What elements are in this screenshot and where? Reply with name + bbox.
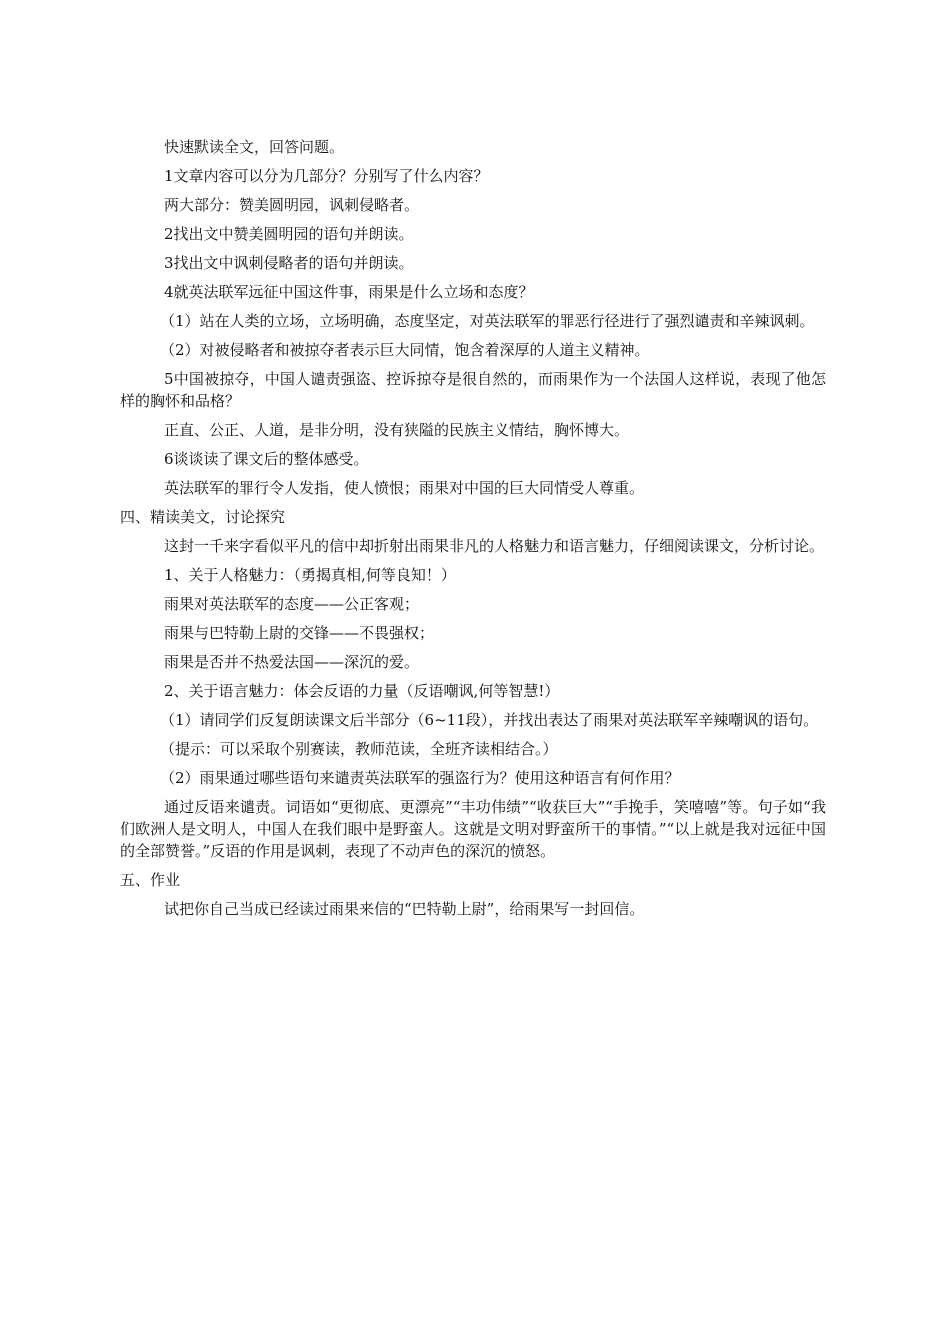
paragraph: 1文章内容可以分为几部分？分别写了什么内容？ xyxy=(164,167,489,185)
paragraph: （提示：可以采取个别赛读，教师范读，全班齐读相结合。） xyxy=(160,740,558,758)
paragraph: （1）请同学们反复朗读课文后半部分（6~11段），并找出表达了雨果对英法联军辛辣嘲讽的语句。 xyxy=(160,711,819,729)
paragraph: 试把你自己当成已经读过雨果来信的“巴特勒上尉”，给雨果写一封回信。 xyxy=(164,900,645,918)
paragraph: 4就英法联军远征中国这件事，雨果是什么立场和态度？ xyxy=(164,283,534,301)
paragraph: 快速默读全文，回答问题。 xyxy=(164,138,345,156)
paragraph: 5中国被掠夺，中国人谴责强盗、控诉掠夺是很自然的，而雨果作为一个法国人这样说，表现了他怎样的胸怀和品格？ xyxy=(120,370,826,410)
paragraph: 雨果与巴特勒上尉的交锋——不畏强权； xyxy=(164,624,435,642)
paragraph: 两大部分：赞美圆明园，讽刺侵略者。 xyxy=(164,196,420,214)
paragraph: 3找出文中讽刺侵略者的语句并朗读。 xyxy=(164,254,414,272)
paragraph: 1、关于人格魅力：（勇揭真相,何等良知！） xyxy=(164,566,456,584)
document-page xyxy=(120,136,826,927)
paragraph: 雨果对英法联军的态度——公正客观； xyxy=(164,595,420,613)
paragraph: 2、关于语言魅力：体会反语的力量（反语嘲讽,何等智慧!） xyxy=(164,682,560,700)
paragraph: 英法联军的罪行令人发指，使人愤恨；雨果对中国的巨大同情受人尊重。 xyxy=(164,479,645,497)
paragraph: （2）对被侵略者和被掠夺者表示巨大同情，饱含着深厚的人道主义精神。 xyxy=(160,341,650,359)
paragraph: （2）雨果通过哪些语句来谴责英法联军的强盗行为？使用这种语言有何作用？ xyxy=(160,769,680,787)
paragraph: （1）站在人类的立场，立场明确，态度坚定，对英法联军的罪恶行径进行了强烈谴责和辛辣讽刺。 xyxy=(160,312,815,330)
paragraph: 6谈谈读了课文后的整体感受。 xyxy=(164,450,369,468)
paragraph: 雨果是否并不热爱法国——深沉的爱。 xyxy=(164,653,420,671)
paragraph: 2找出文中赞美圆明园的语句并朗读。 xyxy=(164,225,414,243)
paragraph: 这封一千来字看似平凡的信中却折射出雨果非凡的人格魅力和语言魅力，仔细阅读课文，分析讨论。 xyxy=(164,537,825,555)
paragraph: 通过反语来谴责。词语如“更彻底、更漂亮”“丰功伟绩”“收获巨大”“手挽手，笑嘻嘻”等。句子如“我们欧洲人是文明人，中国人在我们眼中是野蛮人。这就是文明对野蛮所干的事情。”“以上就是我对远征中国的全部赞誉。”反语的作用是讽刺，表现了不动声色的深沉的愤怒。 xyxy=(120,798,826,860)
section-heading: 五、作业 xyxy=(120,871,181,889)
paragraph: 正直、公正、人道，是非分明，没有狭隘的民族主义情结，胸怀博大。 xyxy=(164,421,630,439)
section-heading: 四、精读美文，讨论探究 xyxy=(120,508,286,526)
